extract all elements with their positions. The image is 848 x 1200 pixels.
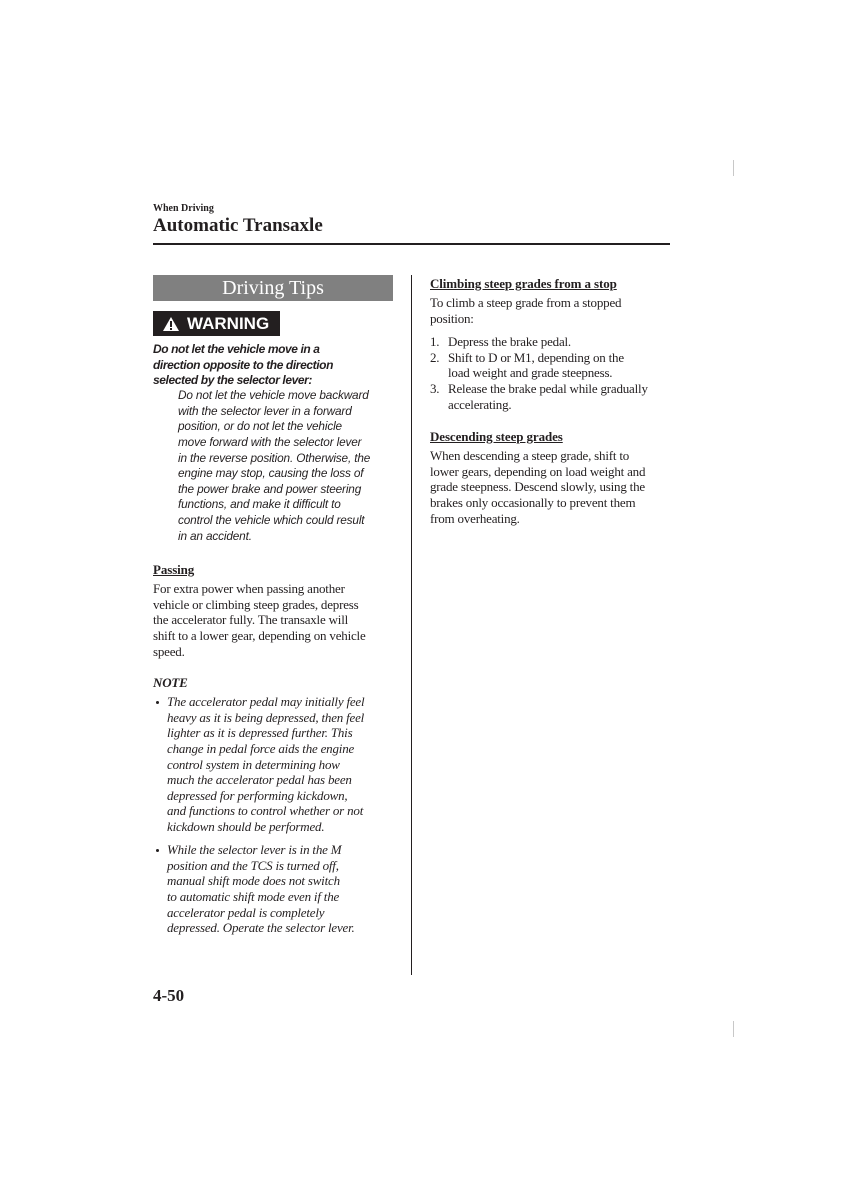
climbing-heading: Climbing steep grades from a stop <box>430 276 617 291</box>
step-line: accelerating. <box>448 396 512 412</box>
climbing-intro <box>430 295 621 326</box>
passing-line: shift to a lower gear, depending on vehicle <box>153 627 366 643</box>
note-label: NOTE <box>153 675 188 690</box>
warning-label-box <box>153 311 280 336</box>
descending-line: brakes only occasionally to prevent them <box>430 494 636 510</box>
warning-body-line: position, or do not let the vehicle <box>178 419 342 434</box>
note-line: accelerator pedal is completely <box>167 904 325 920</box>
step-line: Depress the brake pedal. <box>448 334 571 349</box>
warning-body-line: control the vehicle which could result <box>178 513 365 528</box>
descending-heading: Descending steep grades <box>430 429 563 444</box>
warning-heading-line: Do not let the vehicle move in a <box>153 342 320 356</box>
descending-line: lower gears, depending on load weight and <box>430 463 646 479</box>
note-line: much the accelerator pedal has been <box>167 772 352 788</box>
page-title: Automatic Transaxle <box>153 215 323 236</box>
warning-label: WARNING <box>187 313 270 333</box>
note-line: heavy as it is being depressed, then feel <box>167 709 365 725</box>
descending-paragraph <box>430 448 645 526</box>
passing-line: speed. <box>153 643 185 659</box>
step-item <box>430 334 648 350</box>
warning-body-line: move forward with the selector lever <box>178 434 362 449</box>
warning-body-line: the power brake and power steering <box>178 481 362 496</box>
step-line: Shift to D or M1, depending on the <box>448 349 624 365</box>
note-line: and functions to control whether or not <box>167 803 364 819</box>
note-item <box>167 694 364 835</box>
header-rule <box>153 243 670 245</box>
step-number: 1. <box>430 334 440 349</box>
note-line: depressed for performing kickdown, <box>167 787 348 803</box>
crop-mark-bottom <box>733 1021 734 1037</box>
climbing-intro-line: To climb a steep grade from a stopped <box>430 295 622 310</box>
passing-line: For extra power when passing another <box>153 581 345 596</box>
passing-line: vehicle or climbing steep grades, depress <box>153 596 359 612</box>
note-line: The accelerator pedal may initially feel <box>167 694 365 709</box>
warning-body-line: with the selector lever in a forward <box>178 403 352 418</box>
section-heading: Driving Tips <box>153 275 393 301</box>
note-line: kickdown should be performed. <box>167 819 325 835</box>
warning-body-line: engine may stop, causing the loss of <box>178 466 364 481</box>
note-line: depressed. Operate the selector lever. <box>167 920 355 936</box>
note-line: While the selector lever is in the M <box>167 842 342 857</box>
section-label: When Driving <box>153 203 214 214</box>
climbing-intro-line: position: <box>430 310 474 326</box>
note-line: change in pedal force aids the engine <box>167 740 355 756</box>
step-number: 3. <box>430 380 440 396</box>
warning-triangle-icon <box>162 316 180 332</box>
step-item <box>430 350 648 381</box>
warning-body <box>178 388 370 544</box>
bullet-icon <box>156 701 159 704</box>
warning-body-line: in an accident. <box>178 528 252 543</box>
warning-heading <box>153 342 333 389</box>
climbing-steps <box>430 334 648 412</box>
descending-line: When descending a steep grade, shift to <box>430 448 630 463</box>
warning-heading-line: direction opposite to the direction <box>153 357 334 372</box>
note-item <box>167 842 355 936</box>
warning-body-line: in the reverse position. Otherwise, the <box>178 450 371 465</box>
page-number: 4-50 <box>153 986 185 1005</box>
passing-line: the accelerator fully. The transaxle will <box>153 612 349 628</box>
step-line: Release the brake pedal while gradually <box>448 380 648 396</box>
warning-body-line: functions, and make it difficult to <box>178 497 341 512</box>
note-line: control system in determining how <box>167 756 340 772</box>
step-item <box>430 381 648 412</box>
descending-line: from overheating. <box>430 510 520 526</box>
warning-body-line: Do not let the vehicle move backward <box>178 388 369 402</box>
bullet-icon <box>156 849 159 852</box>
note-line: lighter as it is depressed further. This <box>167 725 353 741</box>
step-line: load weight and grade steepness. <box>448 365 613 381</box>
passing-paragraph <box>153 581 366 659</box>
warning-heading-line: selected by the selector lever: <box>153 373 313 388</box>
note-line: position and the TCS is turned off, <box>167 857 339 873</box>
crop-mark-top <box>733 160 734 176</box>
passing-heading: Passing <box>153 562 195 577</box>
column-divider <box>411 275 412 975</box>
note-line: to automatic shift mode even if the <box>167 888 340 904</box>
note-line: manual shift mode does not switch <box>167 873 340 889</box>
descending-line: grade steepness. Descend slowly, using the <box>430 479 645 495</box>
step-number: 2. <box>430 349 440 365</box>
